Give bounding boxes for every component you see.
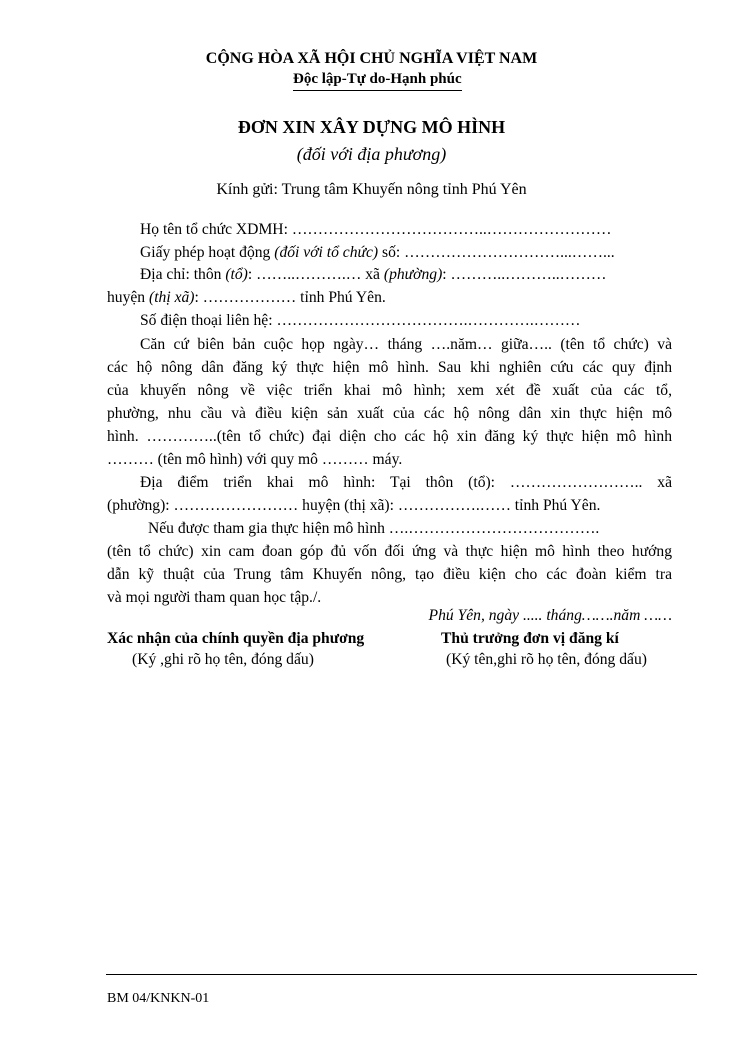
para3-line: dẫn kỹ thuật của Trung tâm Khuyến nông, tạo điều kiện cho các đoàn kiểm tra <box>107 566 672 583</box>
signature-left-title: Xác nhận của chính quyền địa phương <box>107 630 365 647</box>
district-field <box>107 287 672 309</box>
para3-line: Nếu được tham gia thực hiện mô hình ….………………………………. <box>148 520 600 537</box>
license-note: (đối với tổ chức) <box>274 244 379 261</box>
place-date: Phú Yên, ngày ..... tháng…….năm …… <box>428 607 672 624</box>
phone-field <box>140 310 672 332</box>
phone-label: Số điện thoại liên hệ: <box>140 312 273 329</box>
phone-dots: ……………………………….………….……… <box>276 312 581 329</box>
address-xa: xã <box>365 266 380 283</box>
para1-line: phường, nhu cầu và điều kiện sản xuất của các hộ nông dân xin thực hiện mô <box>107 405 672 422</box>
address-dots-2: : ………..………..……… <box>442 266 607 283</box>
address-field <box>140 264 672 286</box>
address-to-note: (tổ) <box>225 266 248 283</box>
org-name-field <box>140 219 672 241</box>
signature-right-title: Thủ trưởng đơn vị đăng kí <box>441 630 619 647</box>
license-label: Giấy phép hoạt động <box>140 244 271 261</box>
para3-line: (tên tổ chức) xin cam đoan góp đủ vốn đối ứng và thực hiện mô hình theo hướng <box>107 543 672 560</box>
para1-line: các hộ nông dân đăng ký thực hiện mô hình. Sau khi nghiên cứu các quy định <box>107 359 672 376</box>
form-subtitle: (đối với địa phương) <box>296 144 447 164</box>
address-phuong-note: (phường) <box>383 266 443 283</box>
footer-divider <box>106 974 697 975</box>
org-name-dots: ………………………………..…………………… <box>291 221 612 238</box>
recipient-line: Kính gửi: Trung tâm Khuyến nông tỉnh Phú Yên <box>216 181 527 198</box>
org-name-label: Họ tên tổ chức XDMH: <box>140 221 288 238</box>
nation-title: CỘNG HÒA XÃ HỘI CHỦ NGHĨA VIỆT NAM <box>205 50 538 67</box>
nation-motto: Độc lập-Tự do-Hạnh phúc <box>293 71 462 91</box>
para1-line: Căn cứ biên bản cuộc họp ngày… tháng ….năm… giữa….. (tên tổ chức) và <box>140 336 672 353</box>
license-dots: …………………………...……... <box>404 244 615 261</box>
para2-line: (phường): …………………… huyện (thị xã): …………….…… tỉnh Phú Yên. <box>107 497 601 514</box>
form-title: ĐƠN XIN XÂY DỰNG MÔ HÌNH <box>237 117 506 137</box>
address-dots-1: : ……..……….… <box>247 266 362 283</box>
district-note: (thị xã) <box>149 289 195 306</box>
district-dots: : ……………… tỉnh Phú Yên. <box>194 289 386 306</box>
para1-line: ……… (tên mô hình) với quy mô ……… máy. <box>107 451 403 468</box>
signature-right-note: (Ký tên,ghi rõ họ tên, đóng dấu) <box>446 651 647 668</box>
para3-line: và mọi người tham quan học tập./. <box>107 589 322 606</box>
signature-left-note: (Ký ,ghi rõ họ tên, đóng dấu) <box>132 651 314 668</box>
address-label: Địa chỉ: thôn <box>140 266 222 283</box>
para1-line: của khuyến nông về việc triển khai mô hình; xem xét đề xuất của các tổ, <box>107 382 672 399</box>
license-field <box>140 242 672 264</box>
para2-line: Địa điểm triển khai mô hình: Tại thôn (tổ): …………………….. xã <box>140 474 672 491</box>
district-label: huyện <box>107 289 146 306</box>
license-suffix: số: <box>382 244 401 261</box>
para1-line: hình. …………..(tên tổ chức) đại diện cho các hộ xin đăng ký thực hiện mô hình <box>107 428 672 445</box>
form-code: BM 04/KNKN-01 <box>107 991 210 1006</box>
